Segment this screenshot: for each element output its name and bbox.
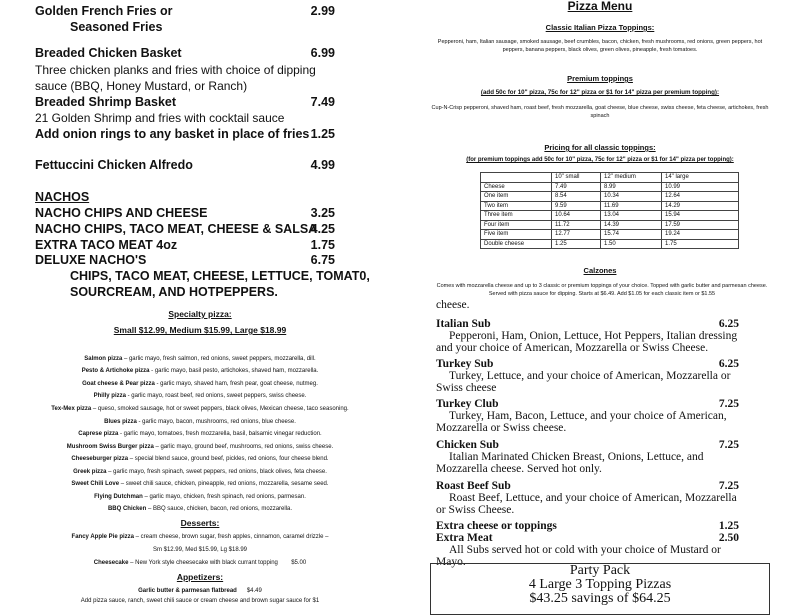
table-cell: 8.54 [552, 192, 601, 202]
chicken-basket-desc: Three chicken planks and fries with choice of dipping sauce (BBQ, Honey Mustard, or Ranch) [35, 63, 316, 93]
table-cell: 15.74 [601, 230, 662, 240]
table-cell: One item [481, 192, 552, 202]
table-cell: Cheese [481, 182, 552, 192]
table-header-cell: 10" small [552, 173, 601, 183]
chicken-basket-name: Breaded Chicken Basket [35, 46, 182, 60]
table-header-row [481, 173, 739, 183]
sub-item [436, 318, 739, 354]
sub-price: 6.25 [718, 318, 739, 330]
shrimp-basket-price: 7.49 [310, 95, 335, 109]
specialty-pizza-item [0, 367, 400, 375]
extra-toppings-item [436, 520, 739, 532]
specialty-pizza-desc: – special blend sauce, ground beef, pickles, red onions, four cheese blend. [128, 456, 329, 462]
specialty-pizza-name: Tex-Mex pizza [51, 406, 92, 412]
nacho-item [35, 237, 335, 253]
left-menu-page [0, 0, 400, 604]
table-cell: 1.25 [552, 239, 601, 249]
nachos-heading: NACHOS [35, 190, 90, 204]
table-cell: 10.34 [601, 192, 662, 202]
table-row [481, 239, 739, 249]
specialty-pizza-name: Philly pizza [93, 393, 126, 399]
appetizer-flatbread-name: Garlic butter & parmesan flatbread [138, 588, 237, 594]
table-cell: 8.99 [601, 182, 662, 192]
desserts-heading: Desserts: [180, 518, 220, 528]
specialty-pizza-desc: - garlic mayo, roast beef, red onions, sweet peppers, swiss cheese. [125, 393, 307, 399]
specialty-pizza-desc: – garlic mayo, fresh salmon, red onions, sweet peppers, mozzarella, dill. [122, 356, 316, 362]
table-cell: 14.29 [662, 201, 739, 211]
party-pack-line: 4 Large 3 Topping Pizzas [528, 577, 672, 592]
table-cell: 19.24 [662, 230, 739, 240]
specialty-pizza-item [0, 493, 400, 501]
nacho-item [35, 205, 335, 221]
nacho-name: EXTRA TACO MEAT 4oz [35, 238, 178, 252]
specialty-pizza-desc: - garlic mayo, bacon, mushrooms, red onions, blue cheese. [136, 419, 296, 425]
sub-name: Turkey Sub [436, 358, 494, 370]
specialty-pizza-item [0, 480, 400, 488]
fries-price: 2.99 [310, 4, 335, 18]
extra-toppings-name: Extra cheese or toppings [436, 520, 557, 532]
specialty-pizza-name: Sweet Chili Love [71, 481, 120, 487]
fries-item [35, 3, 335, 19]
table-row [481, 220, 739, 230]
party-pack-title: Party Pack [569, 563, 631, 578]
sub-name: Chicken Sub [436, 439, 499, 451]
alfredo-price: 4.99 [310, 158, 335, 172]
table-cell: 12.64 [662, 192, 739, 202]
specialty-sizes: Small $12.99, Medium $15.99, Large $18.99 [113, 325, 287, 335]
sub-desc: Pepperoni, Ham, Onion, Lettuce, Hot Peppers, Italian dressing and your choice of American, Mozzarella or Swiss Cheese. [436, 330, 738, 354]
specialty-pizza-desc: – garlic mayo, chicken, fresh spinach, red onions, parmesan. [142, 494, 306, 500]
dessert-apple-item [0, 533, 400, 541]
specialty-pizza-item [0, 455, 400, 463]
sub-name: Italian Sub [436, 318, 491, 330]
alfredo-name: Fettuccini Chicken Alfredo [35, 158, 193, 172]
dessert-cheesecake-name: Cheesecake [93, 560, 129, 566]
nacho-name: DELUXE NACHO'S [35, 253, 147, 267]
sub-desc: Italian Marinated Chicken Breast, Onions, Lettuce, and Mozzarella cheese. Served hot only. [436, 451, 704, 475]
specialty-pizza-item [0, 418, 400, 426]
dessert-cheesecake-item [0, 559, 400, 567]
table-cell: 10.64 [552, 211, 601, 221]
nacho-item [35, 252, 335, 268]
onion-rings-item [35, 126, 335, 142]
specialty-pizza-name: Pesto & Artichoke pizza [81, 368, 150, 374]
onion-rings-name: Add onion rings to any basket in place of fries [35, 127, 310, 141]
specialty-pizza-name: Blues pizza [104, 419, 137, 425]
nacho-name: NACHO CHIPS, TACO MEAT, CHEESE & SALSA [35, 222, 318, 236]
table-row [481, 192, 739, 202]
table-row [481, 211, 739, 221]
specialty-pizza-name: Mushroom Swiss Burger pizza [66, 444, 154, 450]
specialty-pizza-desc: - garlic mayo, basil pesto, artichokes, shaved ham, mozzarella. [149, 368, 319, 374]
subs-note: All Subs served hot or cold with your choice of Mustard or Mayo. [436, 544, 721, 568]
nacho-price: 4.25 [310, 222, 335, 236]
specialty-pizza-item [0, 443, 400, 451]
specialty-pizza-name: Greek pizza [73, 469, 107, 475]
deluxe-nacho-desc-line2: SOURCREAM, AND HOTPEPPERS. [70, 285, 278, 299]
extra-meat-item [436, 532, 739, 544]
specialty-pizza-name: Flying Dutchman [94, 494, 143, 500]
sub-item [436, 358, 739, 394]
table-cell: 14.39 [601, 220, 662, 230]
sub-item [436, 398, 739, 434]
specialty-pizza-desc: - garlic mayo, tomatoes, fresh mozzarella, basil, balsamic vinegar reduction. [118, 431, 322, 437]
extra-meat-name: Extra Meat [436, 532, 493, 544]
nacho-price: 3.25 [310, 206, 335, 220]
sub-item [436, 439, 739, 475]
shrimp-basket-name: Breaded Shrimp Basket [35, 95, 177, 109]
calzones-heading: Calzones [583, 266, 617, 275]
table-cell: 11.72 [552, 220, 601, 230]
table-cell: Two item [481, 201, 552, 211]
chicken-basket-item [35, 45, 335, 61]
chicken-basket-price: 6.99 [310, 46, 335, 60]
nacho-price: 6.75 [310, 253, 335, 267]
specialty-heading: Specialty pizza: [168, 309, 232, 319]
specialty-pizza-name: Goat cheese & Pear pizza [82, 381, 155, 387]
specialty-pizza-item [0, 430, 400, 438]
table-cell: 1.50 [601, 239, 662, 249]
table-cell: 1.75 [662, 239, 739, 249]
extra-meat-price: 2.50 [718, 532, 739, 544]
table-header-cell: 12" medium [601, 173, 662, 183]
specialty-pizza-name: BBQ Chicken [107, 506, 147, 512]
sub-price: 7.25 [718, 398, 739, 410]
specialty-pizza-desc: – BBQ sauce, chicken, bacon, red onions, mozzarella. [146, 506, 293, 512]
sub-price: 6.25 [718, 358, 739, 370]
specialty-pizza-desc: – garlic mayo, fresh spinach, sweet peppers, red onions, black olives, feta cheese. [106, 469, 327, 475]
shrimp-basket-item [35, 94, 335, 110]
sub-price: 7.25 [718, 439, 739, 451]
sub-item [436, 480, 739, 516]
alfredo-item [35, 157, 335, 173]
dessert-apple-prices: Sm $12.99, Med $15.99, Lg $18.99 [152, 547, 248, 553]
table-cell: 17.59 [662, 220, 739, 230]
sub-desc: Turkey, Lettuce, and your choice of American, Mozzarella or Swiss cheese [436, 370, 731, 394]
sub-price: 7.25 [718, 480, 739, 492]
shrimp-basket-desc: 21 Golden Shrimp and fries with cocktail sauce [35, 111, 285, 125]
classic-toppings-heading: Classic Italian Pizza Toppings: [545, 23, 655, 32]
pricing-table [480, 172, 739, 249]
sub-desc: Roast Beef, Lettuce, and your choice of American, Mozzarella or Swiss Cheese. [436, 492, 737, 516]
specialty-pizza-item [0, 380, 400, 388]
specialty-pizza-name: Salmon pizza [84, 356, 123, 362]
sub-desc: Turkey, Ham, Bacon, Lettuce, and your choice of American, Mozzarella or Swiss cheese. [436, 410, 727, 434]
sub-name: Roast Beef Sub [436, 480, 511, 492]
nacho-name: NACHO CHIPS AND CHEESE [35, 206, 208, 220]
premium-toppings-list: Cup-N-Crisp pepperoni, shaved ham, roast beef, fresh mozzarella, goat cheese, blue cheese, swiss cheese, feta cheese, artichokes, fresh spinach [431, 105, 769, 119]
party-pack-box [430, 563, 770, 615]
specialty-pizza-name: Caprese pizza [78, 431, 119, 437]
nacho-item [35, 221, 335, 237]
appetizer-flatbread-item [0, 587, 400, 595]
calzones-desc: Comes with mozzarella cheese and up to 3 classic or premium toppings of your choice. Topped with garlic butter and parmesan cheese. Served with pizza sauce for dipping. Starts at $6.49. Add $1.05 for each classic item or $1.55 [436, 283, 768, 297]
premium-toppings-note: (add 50c for 10" pizza, 75c for 12" pizza or $1 for 14" pizza per premium topping): [480, 89, 720, 96]
cheese-fragment: cheese. [436, 299, 470, 311]
specialty-pizza-desc: - garlic mayo, shaved ham, fresh pear, goat cheese, nutmeg. [154, 381, 318, 387]
table-header-cell [481, 173, 552, 183]
specialty-pizza-item [0, 468, 400, 476]
deluxe-nacho-desc-line1: CHIPS, TACO MEAT, CHEESE, LETTUCE, TOMAT0, [70, 269, 370, 283]
table-header-cell: 14" large [662, 173, 739, 183]
fries-name: Golden French Fries or [35, 4, 173, 18]
dessert-apple-name: Fancy Apple Pie pizza [71, 534, 135, 540]
table-cell: 10.99 [662, 182, 739, 192]
table-cell: 13.04 [601, 211, 662, 221]
dessert-cheesecake-desc: – New York style cheesecake with black currant topping [128, 560, 278, 566]
table-cell: 9.59 [552, 201, 601, 211]
table-row [481, 182, 739, 192]
table-cell: 7.49 [552, 182, 601, 192]
specialty-pizza-desc: – sweet chili sauce, chicken, pineapple, red onions, mozzarella, sesame seed. [119, 481, 329, 487]
extra-toppings-price: 1.25 [718, 520, 739, 532]
specialty-pizza-item [0, 405, 400, 413]
pizza-menu-title: Pizza Menu [567, 0, 633, 13]
party-pack-price: $43.25 savings of $64.25 [529, 591, 671, 606]
table-row [481, 201, 739, 211]
table-cell: Four item [481, 220, 552, 230]
sub-name: Turkey Club [436, 398, 499, 410]
specialty-pizza-desc: – garlic mayo, ground beef, mushrooms, red onions, swiss cheese. [153, 444, 334, 450]
appetizer-cutoff-line: Add pizza sauce, ranch, sweet chili sauce or cream cheese and brown sugar sauce for $1 [80, 598, 320, 604]
dessert-apple-desc: – cream cheese, brown sugar, fresh apples, cinnamon, caramel drizzle – [134, 534, 329, 540]
table-cell: 11.69 [601, 201, 662, 211]
onion-rings-price: 1.25 [310, 127, 335, 141]
specialty-pizza-item [0, 505, 400, 513]
specialty-pizza-item [0, 392, 400, 400]
classic-toppings-list: Pepperoni, ham, Italian sausage, smoked sausage, beef crumbles, bacon, chicken, fresh mushrooms, red onions, green peppers, hot peppers, banana peppers, black olives, green olives, pineapple, fresh tomatoes. [437, 39, 763, 53]
table-cell: 12.77 [552, 230, 601, 240]
specialty-pizza-desc: – queso, smoked sausage, hot or sweet peppers, black olives, Mexican cheese, taco seasoning. [91, 406, 349, 412]
table-cell: Five item [481, 230, 552, 240]
table-cell: Double cheese [481, 239, 552, 249]
table-cell: Three item [481, 211, 552, 221]
specialty-pizza-name: Cheeseburger pizza [71, 456, 129, 462]
premium-toppings-heading: Premium toppings [567, 74, 633, 83]
fries-name-line2: Seasoned Fries [70, 20, 163, 34]
appetizer-flatbread-price: $4.49 [246, 588, 262, 594]
table-cell: 15.94 [662, 211, 739, 221]
nacho-price: 1.75 [310, 238, 335, 252]
pricing-heading: Pricing for all classic toppings: [544, 143, 656, 152]
right-menu-page [400, 0, 800, 600]
pricing-note: (for premium toppings add 50c for 10" pizza, 75c for 12" pizza or $1 for 14" pizza per topping): [466, 157, 734, 163]
dessert-cheesecake-price: $5.00 [291, 560, 307, 566]
specialty-pizza-item [0, 355, 400, 363]
appetizers-heading: Appetizers: [176, 572, 224, 582]
table-row [481, 230, 739, 240]
